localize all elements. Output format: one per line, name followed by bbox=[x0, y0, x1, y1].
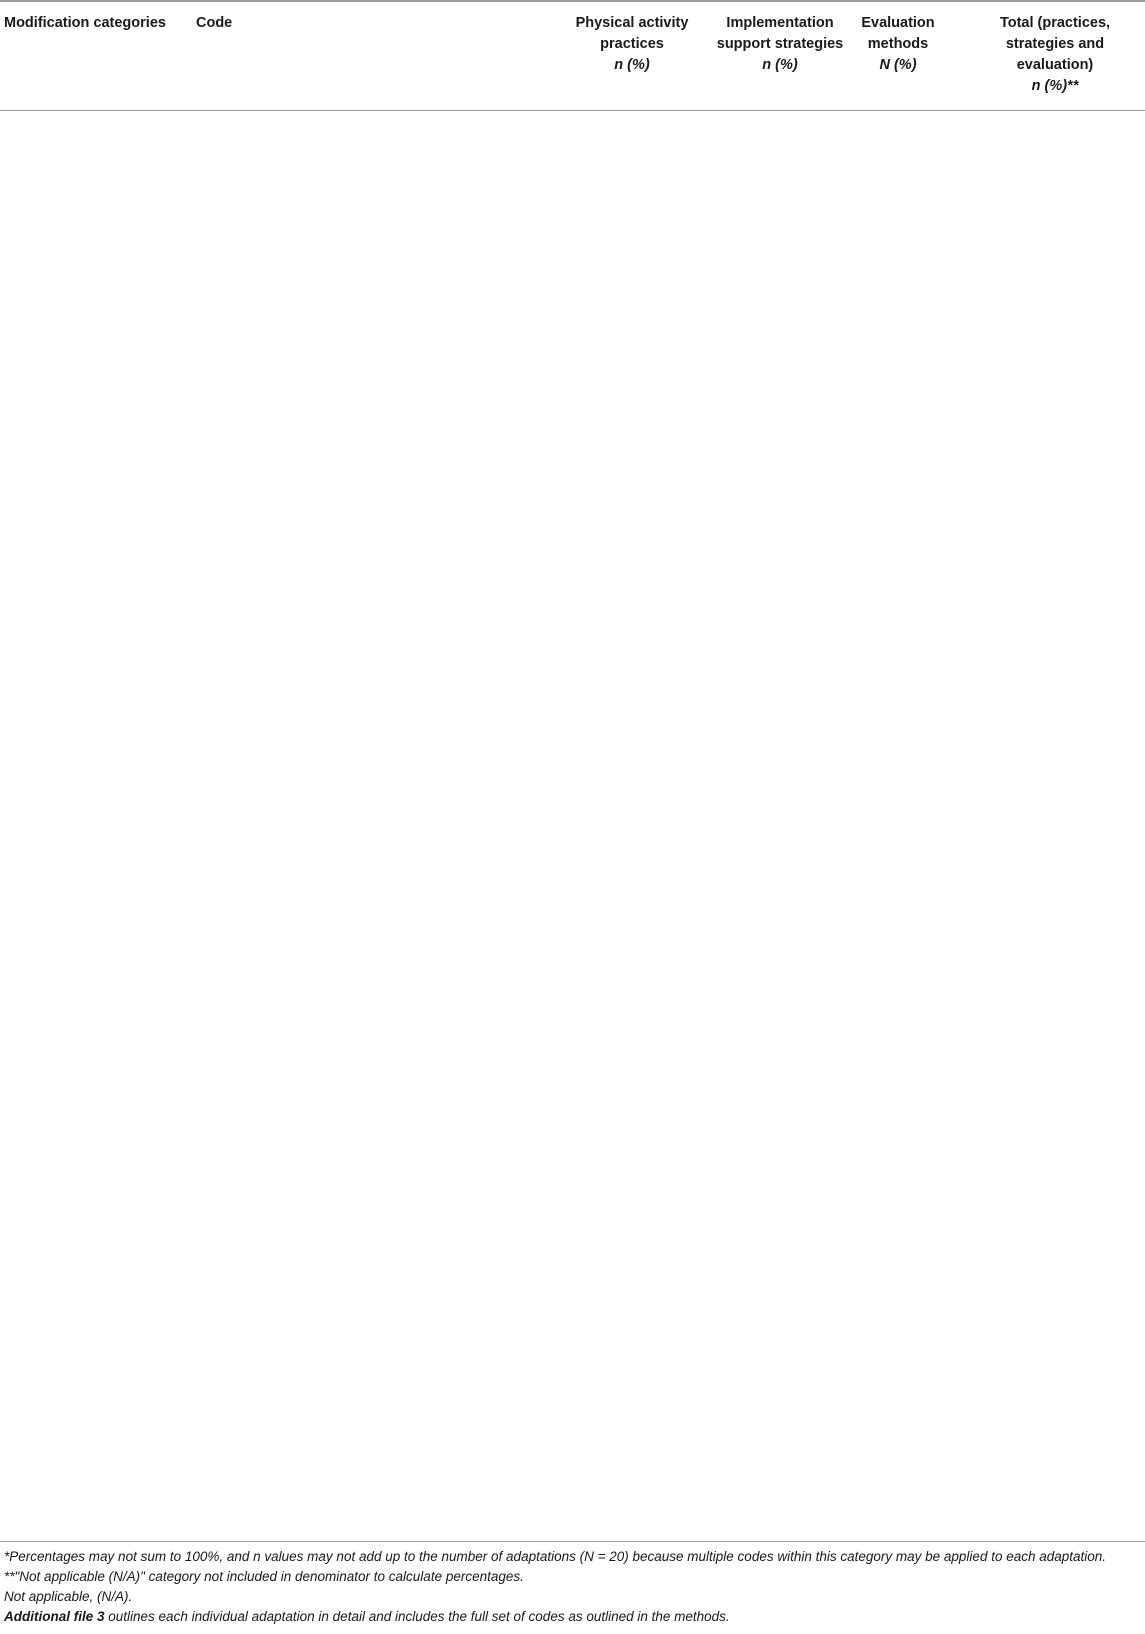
header-pa-unit: n (%) bbox=[614, 57, 650, 73]
header-iss-line2: support strategies bbox=[716, 36, 844, 52]
header-modification-categories: Modification categories bbox=[4, 15, 166, 31]
footnote-2: **"Not applicable (N/A)" category not included in denominator to calculate percentages. bbox=[4, 1569, 524, 1584]
header-total-line1: Total (practices, bbox=[999, 15, 1111, 31]
header-total-unit: n (%)** bbox=[1031, 78, 1079, 94]
header-eval-line2: methods bbox=[867, 36, 929, 52]
footnote-1: *Percentages may not sum to 100%, and n values may not add up to the number of adaptations (N = 20) because multiple codes within this category may be applied to each adaptation. bbox=[4, 1549, 1107, 1564]
footnote-4-link[interactable]: Additional file 3 bbox=[4, 1609, 105, 1624]
table-bottom-rule bbox=[0, 1541, 1145, 1542]
header-eval-line1: Evaluation bbox=[861, 15, 935, 31]
header-pa-line2: practices bbox=[600, 36, 664, 52]
header-iss-unit: n (%) bbox=[762, 57, 798, 73]
footnote-3: Not applicable, (N/A). bbox=[4, 1589, 133, 1604]
header-eval-unit: N (%) bbox=[879, 57, 917, 73]
header-total-line3: evaluation) bbox=[1016, 57, 1094, 73]
footnote-4 bbox=[4, 1607, 1144, 1627]
header-pa-line1: Physical activity bbox=[575, 15, 689, 31]
header-code: Code bbox=[196, 15, 233, 31]
header-total-line2: strategies and bbox=[1005, 36, 1105, 52]
header-iss-line1: Implementation bbox=[726, 15, 834, 31]
footnote-4-text: outlines each individual adaptation in detail and includes the full set of codes as outlined in the methods. bbox=[104, 1609, 730, 1624]
